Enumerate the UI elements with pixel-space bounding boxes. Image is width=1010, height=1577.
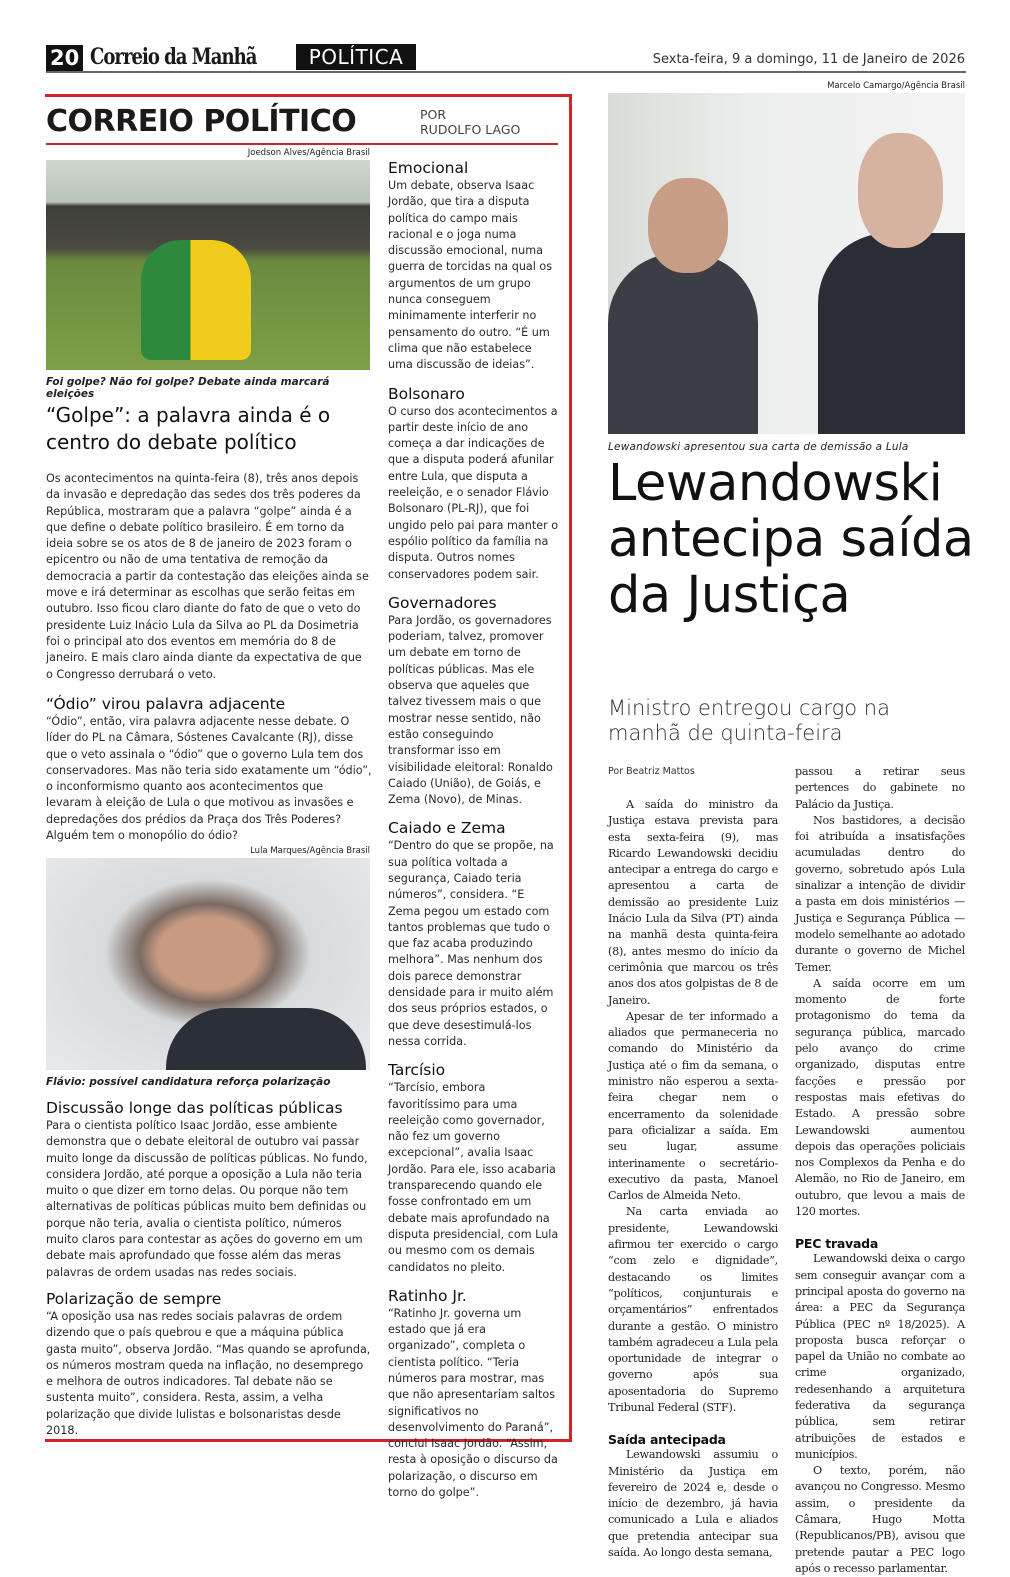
suit-shape (166, 1008, 366, 1070)
section-text: Para o cientista político Isaac Jordão, esse ambiente demonstra que o debate eleitoral de outubro vai passar muito longe da discussão de políticas públicas. No fundo, considera Jordão, até porque a oposição a Lula não teria muito o que dizer em torno delas. Ou porque não tem alternativas de políticas públicas muito bem definidas ou porque não teria, avalia o cientista político, números muito claros para contestar as ações do governo em um debate mais aprofundado que fosse além das meras palavras de ordem usadas nas redes sociais. (46, 1119, 368, 1279)
header-divider (46, 71, 966, 73)
section-heading: Bolsonaro (388, 384, 465, 403)
article-intro: Os acontecimentos na quinta-feira (8), três anos depois da invasão e depredação das sedes dos três poderes da República, mostraram que a palavra “golpe” ainda é a que define o debate político brasileiro. É em torno da ideia sobre se os atos de 8 de janeiro de 2023 foram o epicentro ou não de uma tentativa de remoção da democracia a partir da contestação das eleições ainda se move e irá determinar as escolhas que serão feitas em outubro. Isso ficou claro diante do fato de que o veto do presidente Luiz Inácio Lula da Silva ao PL da Dosimetria foi o principal ato dos eventos em memória do 8 de janeiro. E mais claro ainda diante da expectativa de que o Congresso derrubará o veto. (46, 472, 369, 681)
column-title: CORREIO POLÍTICO (46, 104, 357, 139)
paragraph: Na carta enviada ao presidente, Lewandowski afirmou ter exercido o cargo “com zelo e dignidade”, destacando os limites “políticos, conjunturais e orçamentários” enfrentados durante a gestão. O ministro também agradeceu a Lula pela oportunidade de integrar o governo após sua aposentadoria do Supremo Tribunal Federal (STF). (608, 1205, 778, 1414)
section-heading: Discussão longe das políticas públicas (46, 1099, 343, 1117)
section-text: “Dentro do que se propõe, na sua política voltada a segurança, Caiado teria números”, considera. “E Zema pegou um estado com tantos problemas que tudo o que faz acaba produzindo melhora”. Mas nenhum dos dois parece demonstrar densidade para ir muito além dos seus próprios estados, o que deve desestimulá-los nessa corrida. (388, 839, 554, 1048)
paragraph: passou a retirar seus pertences do gabinete no Palácio da Justiça. (795, 765, 965, 811)
section-heading: “Ódio” virou palavra adjacente (46, 695, 286, 713)
section-text: “Ódio”, então, vira palavra adjacente nesse debate. O líder do PL na Câmara, Sóstenes Cavalcante (RJ), disse que o veto assinala o “ódio” que o governo Lula tem dos conservadores. Mas não teria sido exatamente um “ódio”, o inconformismo quanto aos acontecimentos que levaram à eleição de Lula o que motivou as invasões e depredações dos prédios da Praça dos Três Poderes? Alguém tem o monopólio do ódio? (46, 715, 372, 843)
lula-figure (608, 253, 758, 434)
section-text: O curso dos acontecimentos a partir deste início de ano começa a dar indicações de que a disputa poderá afunilar entre Lula, que disputa a reeleição, e o senador Flávio Bolsonaro (PL-RJ), que foi ungido pelo pai para manter o espólio político da família na disputa. Outros nomes conservadores podem sair. (388, 404, 559, 581)
photo-credit: Marcelo Camargo/Agência Brasil (827, 81, 965, 91)
section-text: “A oposição usa nas redes sociais palavras de ordem dizendo que o país quebrou e que a máquina pública gasta muito”, observa Jordão. “Mas quando se aprofunda, os números mostram queda na inflação, no desemprego e melhora de outros indicadores. Tal debate não se sustenta muito”, considera. Resta, assim, a velha polarização que divide lulistas e bolsonaristas desde 2018. (46, 1309, 371, 1438)
byline-name: RUDOLFO LAGO (420, 122, 521, 137)
photo-credit: Joedson Alves/Agência Brasil (247, 148, 370, 158)
paragraph: Lewandowski assumiu o Ministério da Justiça em fevereiro de 2024 e, desde o início de dezembro, já havia comunicado a Lula e aliados que pretendia antecipar sua saída. Ao longo desta semana, (608, 1448, 778, 1560)
story-column-1 (608, 797, 778, 1561)
paragraph: O texto, porém, não avançou no Congresso. Mesmo assim, o presidente da Câmara, Hugo Motta (Republicanos/PB), avisou que pretende pautar a PEC logo após o recesso parlamentar. (795, 1464, 965, 1575)
paragraph: Lewandowski deixa o cargo sem conseguir avançar com a principal aposta do governo na área: a PEC da Segurança Pública (PEC nº 18/2025). A proposta busca reforçar o papel da União no combate ao crime organizado, redesenhando a arquitetura federativa da segurança pública, sem retirar atribuições de estados e municípios. (795, 1252, 965, 1461)
protest-photo (46, 160, 370, 370)
section-heading: Ratinho Jr. (388, 1286, 467, 1305)
section-text: “Tarcísio, embora favoritíssimo para uma reeleição como governador, não fez um governo excepcional”, avalia Isaac Jordão. Para ele, isso acabaria transparecendo quando ele fosse confrontado em um debate mais aprofundado na disputa presidencial, com Lula ou mesmo com os demais candidatos no pleito. (388, 1081, 559, 1274)
photo-caption: Lewandowski apresentou sua carta de demissão a Lula (608, 441, 909, 453)
page-number: 20 (46, 45, 83, 71)
flag-figure (141, 240, 251, 360)
subheading: Saída antecipada (608, 1432, 726, 1448)
section-text: “Ratinho Jr. governa um estado que já era organizado”, completa o cientista político. “Teria números para mostrar, mas que não apresentariam saltos significativos no desenvolvimento do Paraná”, conclui Isaac Jordão. “Assim, resta à oposição o discurso da polarização, o discurso em torno do golpe”. (388, 1306, 558, 1500)
title-underline (46, 143, 558, 145)
column-byline (420, 107, 520, 137)
byline-prefix: POR (420, 107, 447, 122)
lewandowski-figure (818, 233, 965, 434)
lula-head (648, 178, 728, 273)
middle-column (388, 148, 560, 1501)
lewandowski-lula-photo (608, 93, 965, 434)
section-text: Um debate, observa Isaac Jordão, que tira a disputa política do campo mais racional e o joga numa discussão emocional, numa guerra de torcidas na qual os argumentos de um grupo nunca conseguem minimamente interferir no pensamento do outro. “É um clima que não estabelece uma discussão de ideias”. (388, 179, 553, 372)
story-subheadline: Ministro entregou cargo na manhã de quinta-feira (608, 696, 890, 745)
story-headline: Lewandowski antecipa saída da Justiça (608, 454, 974, 625)
section-heading: Polarização de sempre (46, 1289, 222, 1308)
left-sections (46, 1090, 372, 1439)
section-heading: Caiado e Zema (388, 819, 506, 838)
issue-date: Sexta-feira, 9 a domingo, 11 de Janeiro de 2026 (652, 52, 965, 67)
paragraph: A saída ocorre em um momento de forte protagonismo do tema da segurança pública, marcado pelo avanço do crime organizado, disputas entre facções e pressão por respostas mais efetivas do Estado. A pressão sobre Lewandowski aumentou depois das operações policiais nos Complexos da Penha e do Alemão, no Rio de Janeiro, em outubro, que levou a mais de 120 mortes. (795, 976, 965, 1219)
lewandowski-head (858, 133, 943, 248)
section-text: Para Jordão, os governadores poderiam, talvez, promover um debate em torno de políticas públicas. Mas ele observa que aqueles que talvez tivessem mais o que mostrar nesse sentido, não estão conseguindo transformar isso em visibilidade eleitoral: Ronaldo Caiado (União), de Goiás, e Zema (Novo), de Minas. (388, 613, 553, 807)
photo-caption: Flávio: possível candidatura reforça polarização (46, 1076, 331, 1088)
flavio-photo (46, 858, 370, 1070)
left-section (46, 686, 372, 844)
section-heading: Governadores (388, 593, 497, 612)
section-label: POLÍTICA (296, 44, 416, 70)
story-byline: Por Beatriz Mattos (608, 766, 695, 777)
article-title: “Golpe”: a palavra ainda é o centro do debate político (46, 403, 331, 454)
section-heading: Emocional (388, 159, 469, 177)
paragraph: A saída do ministro da Justiça estava prevista para esta sexta-feira (9), mas Ricardo Lewandowski decidiu antecipar a entrega do cargo e apresentou a carta de demissão ao presidente Luiz Inácio Lula da Silva (PT) ainda na manhã desta quinta-feira (8), antes mesmo do início da cerimônia que marcou os três anos dos atos golpistas de 8 de Janeiro. (608, 798, 778, 1007)
paragraph: Nos bastidores, a decisão foi atribuída a insatisfações acumuladas dentro do governo, sobretudo após Lula sinalizar a intenção de dividir a pasta em dois ministérios — Justiça e Segurança Pública — modelo semelhante ao adotado durante o governo de Michel Temer. (795, 813, 965, 974)
section-heading: Tarcísio (388, 1061, 446, 1080)
subheading: PEC travada (795, 1236, 879, 1252)
photo-caption: Foi golpe? Não foi golpe? Debate ainda marcará eleições (46, 376, 330, 400)
paragraph: Apesar de ter informado a aliados que permaneceria no comando do Ministério da Justiça até o fim da semana, o ministro não esperou a sexta-feira chegar nem o encerramento da solenidade para oficializar a saída. Em seu lugar, assume interinamente o secretário-executivo da pasta, Manoel Carlos de Almeida Neto. (608, 1009, 778, 1203)
story-column-2 (795, 764, 965, 1577)
photo-credit: Lula Marques/Agência Brasil (250, 846, 370, 856)
masthead-logo: Correio da Manhã (90, 44, 257, 70)
